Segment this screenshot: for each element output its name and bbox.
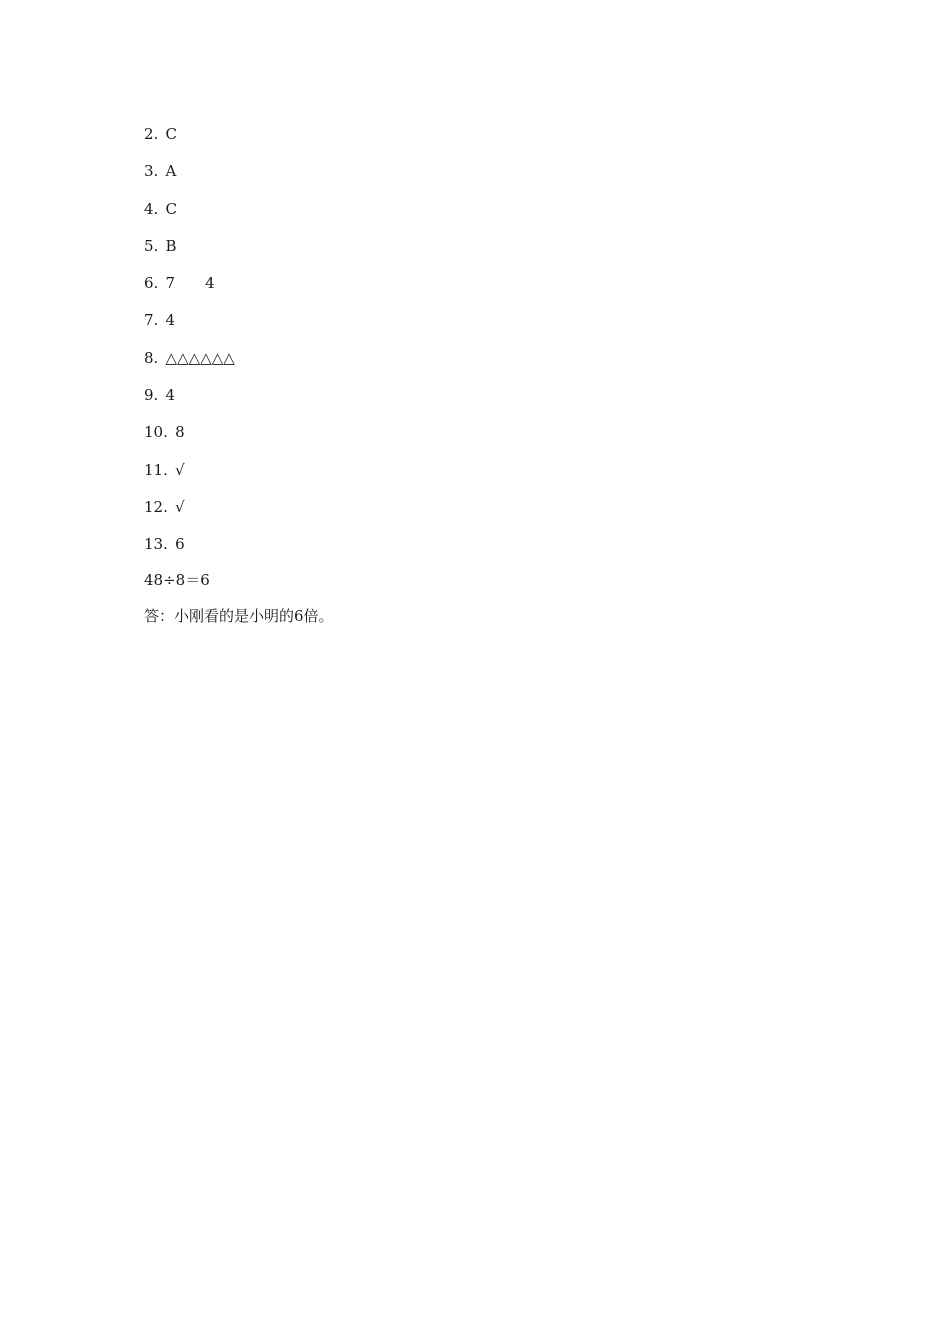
answer-value: 8: [175, 423, 185, 442]
answer-value: C: [165, 199, 178, 218]
answer-item: [144, 458, 844, 495]
answer-separator: .: [163, 535, 168, 554]
answer-number: 7: [144, 311, 154, 330]
check-mark: √: [175, 497, 185, 516]
answer-item: [144, 420, 844, 457]
answer-number: 5: [144, 236, 154, 255]
triangle-sequence: △△△△△△: [165, 348, 235, 367]
answer-value: A: [165, 162, 177, 181]
answer-value: 7: [165, 274, 176, 293]
answer-item: [144, 383, 844, 420]
answer-separator: .: [153, 125, 159, 143]
answer-item: [144, 234, 844, 271]
answer-value: 4: [165, 311, 176, 330]
answer-value: C: [165, 125, 178, 143]
answer-separator: .: [153, 199, 159, 218]
answer-number: 11: [144, 460, 164, 479]
answer-value: 4: [165, 386, 176, 405]
answer-value: B: [165, 236, 177, 255]
answer-item: [144, 346, 844, 383]
formula: 48÷8＝6: [144, 571, 210, 590]
answer-number: 13: [144, 535, 164, 554]
answer-item: [144, 308, 844, 345]
answer-separator: .: [163, 423, 168, 442]
answer-number: 2: [144, 125, 154, 143]
answer-separator: .: [153, 386, 159, 405]
answer-number: 10: [144, 423, 164, 442]
answer-separator: .: [153, 274, 159, 293]
answer-item: [144, 495, 844, 532]
answer-number: 9: [144, 386, 154, 405]
check-mark: √: [175, 460, 185, 479]
answer-number: 12: [144, 497, 164, 516]
answer-separator: .: [163, 497, 168, 516]
answer-separator: .: [163, 460, 168, 479]
answer-item: [144, 122, 844, 159]
answer-separator: .: [153, 236, 159, 255]
answer-value: 6: [175, 535, 185, 554]
answer-number: 3: [144, 162, 154, 181]
answer-sentence: 答：小刚看的是小明的6倍。: [144, 607, 334, 626]
answer-item: [144, 159, 844, 196]
answer-number: 6: [144, 274, 154, 293]
answer-item: [144, 197, 844, 234]
answer-separator: .: [153, 348, 159, 367]
answer-number: 4: [144, 199, 154, 218]
answer-value-second: 4: [205, 274, 215, 293]
answer-separator: .: [153, 162, 159, 181]
answer-item: [144, 271, 844, 308]
answer-number: 8: [144, 348, 154, 367]
answer-list: [144, 122, 844, 634]
answer-separator: .: [153, 311, 159, 330]
answer-item: [144, 532, 844, 568]
